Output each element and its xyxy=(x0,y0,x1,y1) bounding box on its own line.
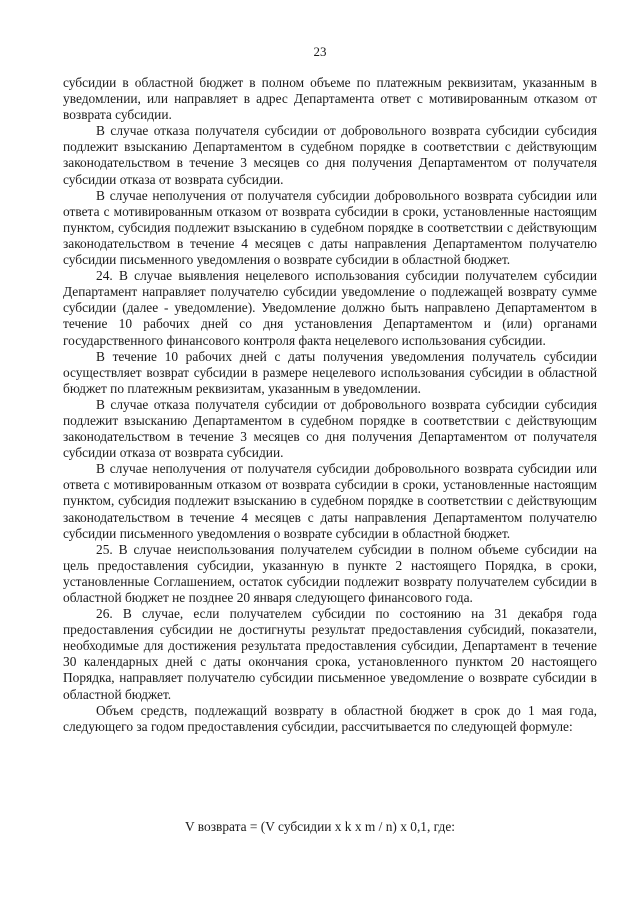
paragraph: В случае отказа получателя субсидии от добровольного возврата субсидии субсидия подлежит взысканию Департаментом в судебном порядке в соответствии с действующим законодательством в течение 3 месяцев со дня получения Департаментом от получателя субсидии отказа от возврата субсидии. xyxy=(63,396,597,461)
formula: V возврата = (V субсидии x k x m / n) x 0,1, где: xyxy=(185,819,455,834)
paragraph-continuation: субсидии в областной бюджет в полном объеме по платежным реквизитам, указанным в уведомлении, или направляет в адрес Департамента ответ с мотивированным отказом от возврата субсидии. xyxy=(63,75,597,123)
document-body xyxy=(63,75,597,735)
paragraph-item-24: 24. В случае выявления нецелевого использования субсидии получателем субсидии Департамент направляет получателю субсидии уведомление о подлежащей возврату сумме субсидии (далее - уведомление). Уведомление должно быть направлено Департаментом в течение 10 рабочих дней со дня установления Департаментом и (или) органами государственного финансового контроля факта нецелевого использования субсидии. xyxy=(63,268,597,348)
paragraph: В случае неполучения от получателя субсидии добровольного возврата субсидии или ответа с мотивированным отказом от возврата субсидии в сроки, установленные настоящим пунктом, субсидия подлежит взысканию в судебном порядке в соответствии с действующим законодательством в течение 4 месяцев с даты направления Департаментом получателю субсидии письменного уведомления о возврате субсидии в областной бюджет. xyxy=(63,187,597,268)
paragraph-item-26: 26. В случае, если получателем субсидии по состоянию на 31 декабря года предоставления субсидии не достигнуты результат предоставления субсидий, показатели, необходимые для достижения результата предоставления субсидии, Департамент в течение 30 календарных дней с даты окончания срока, установленного пунктом 20 настоящего Порядка, направляет получателю субсидии письменное уведомление о возврате субсидии в областной бюджет. xyxy=(63,606,597,702)
paragraph-item-25: 25. В случае неиспользования получателем субсидии в полном объеме субсидии на цель предоставления субсидии, указанную в пункте 2 настоящего Порядка, в сроки, установленные Соглашением, остаток субсидии подлежит возврату получателем субсидии в областной бюджет не позднее 20 января следующего финансового года. xyxy=(63,541,597,605)
paragraph: В течение 10 рабочих дней с даты получения уведомления получатель субсидии осуществляет возврат субсидии в размере нецелевого использования субсидии в областной бюджет по платежным реквизитам, указанным в уведомлении. xyxy=(63,348,597,396)
paragraph: Объем средств, подлежащий возврату в областной бюджет в срок до 1 мая года, следующего за годом предоставления субсидии, рассчитывается по следующей формуле: xyxy=(63,702,597,734)
paragraph: В случае неполучения от получателя субсидии добровольного возврата субсидии или ответа с мотивированным отказом от возврата субсидии в сроки, установленные настоящим пунктом, субсидия подлежит взысканию в судебном порядке в соответствии с действующим законодательством в течение 4 месяцев с даты направления Департаментом получателю субсидии письменного уведомления о возврате субсидии в областной бюджет. xyxy=(63,461,597,541)
paragraph: В случае отказа получателя субсидии от добровольного возврата субсидии субсидия подлежит взысканию Департаментом в судебном порядке в соответствии с действующим законодательством в течение 3 месяцев со дня получения Департаментом от получателя субсидии отказа от возврата субсидии. xyxy=(63,123,597,187)
page-number: 23 xyxy=(313,44,327,59)
